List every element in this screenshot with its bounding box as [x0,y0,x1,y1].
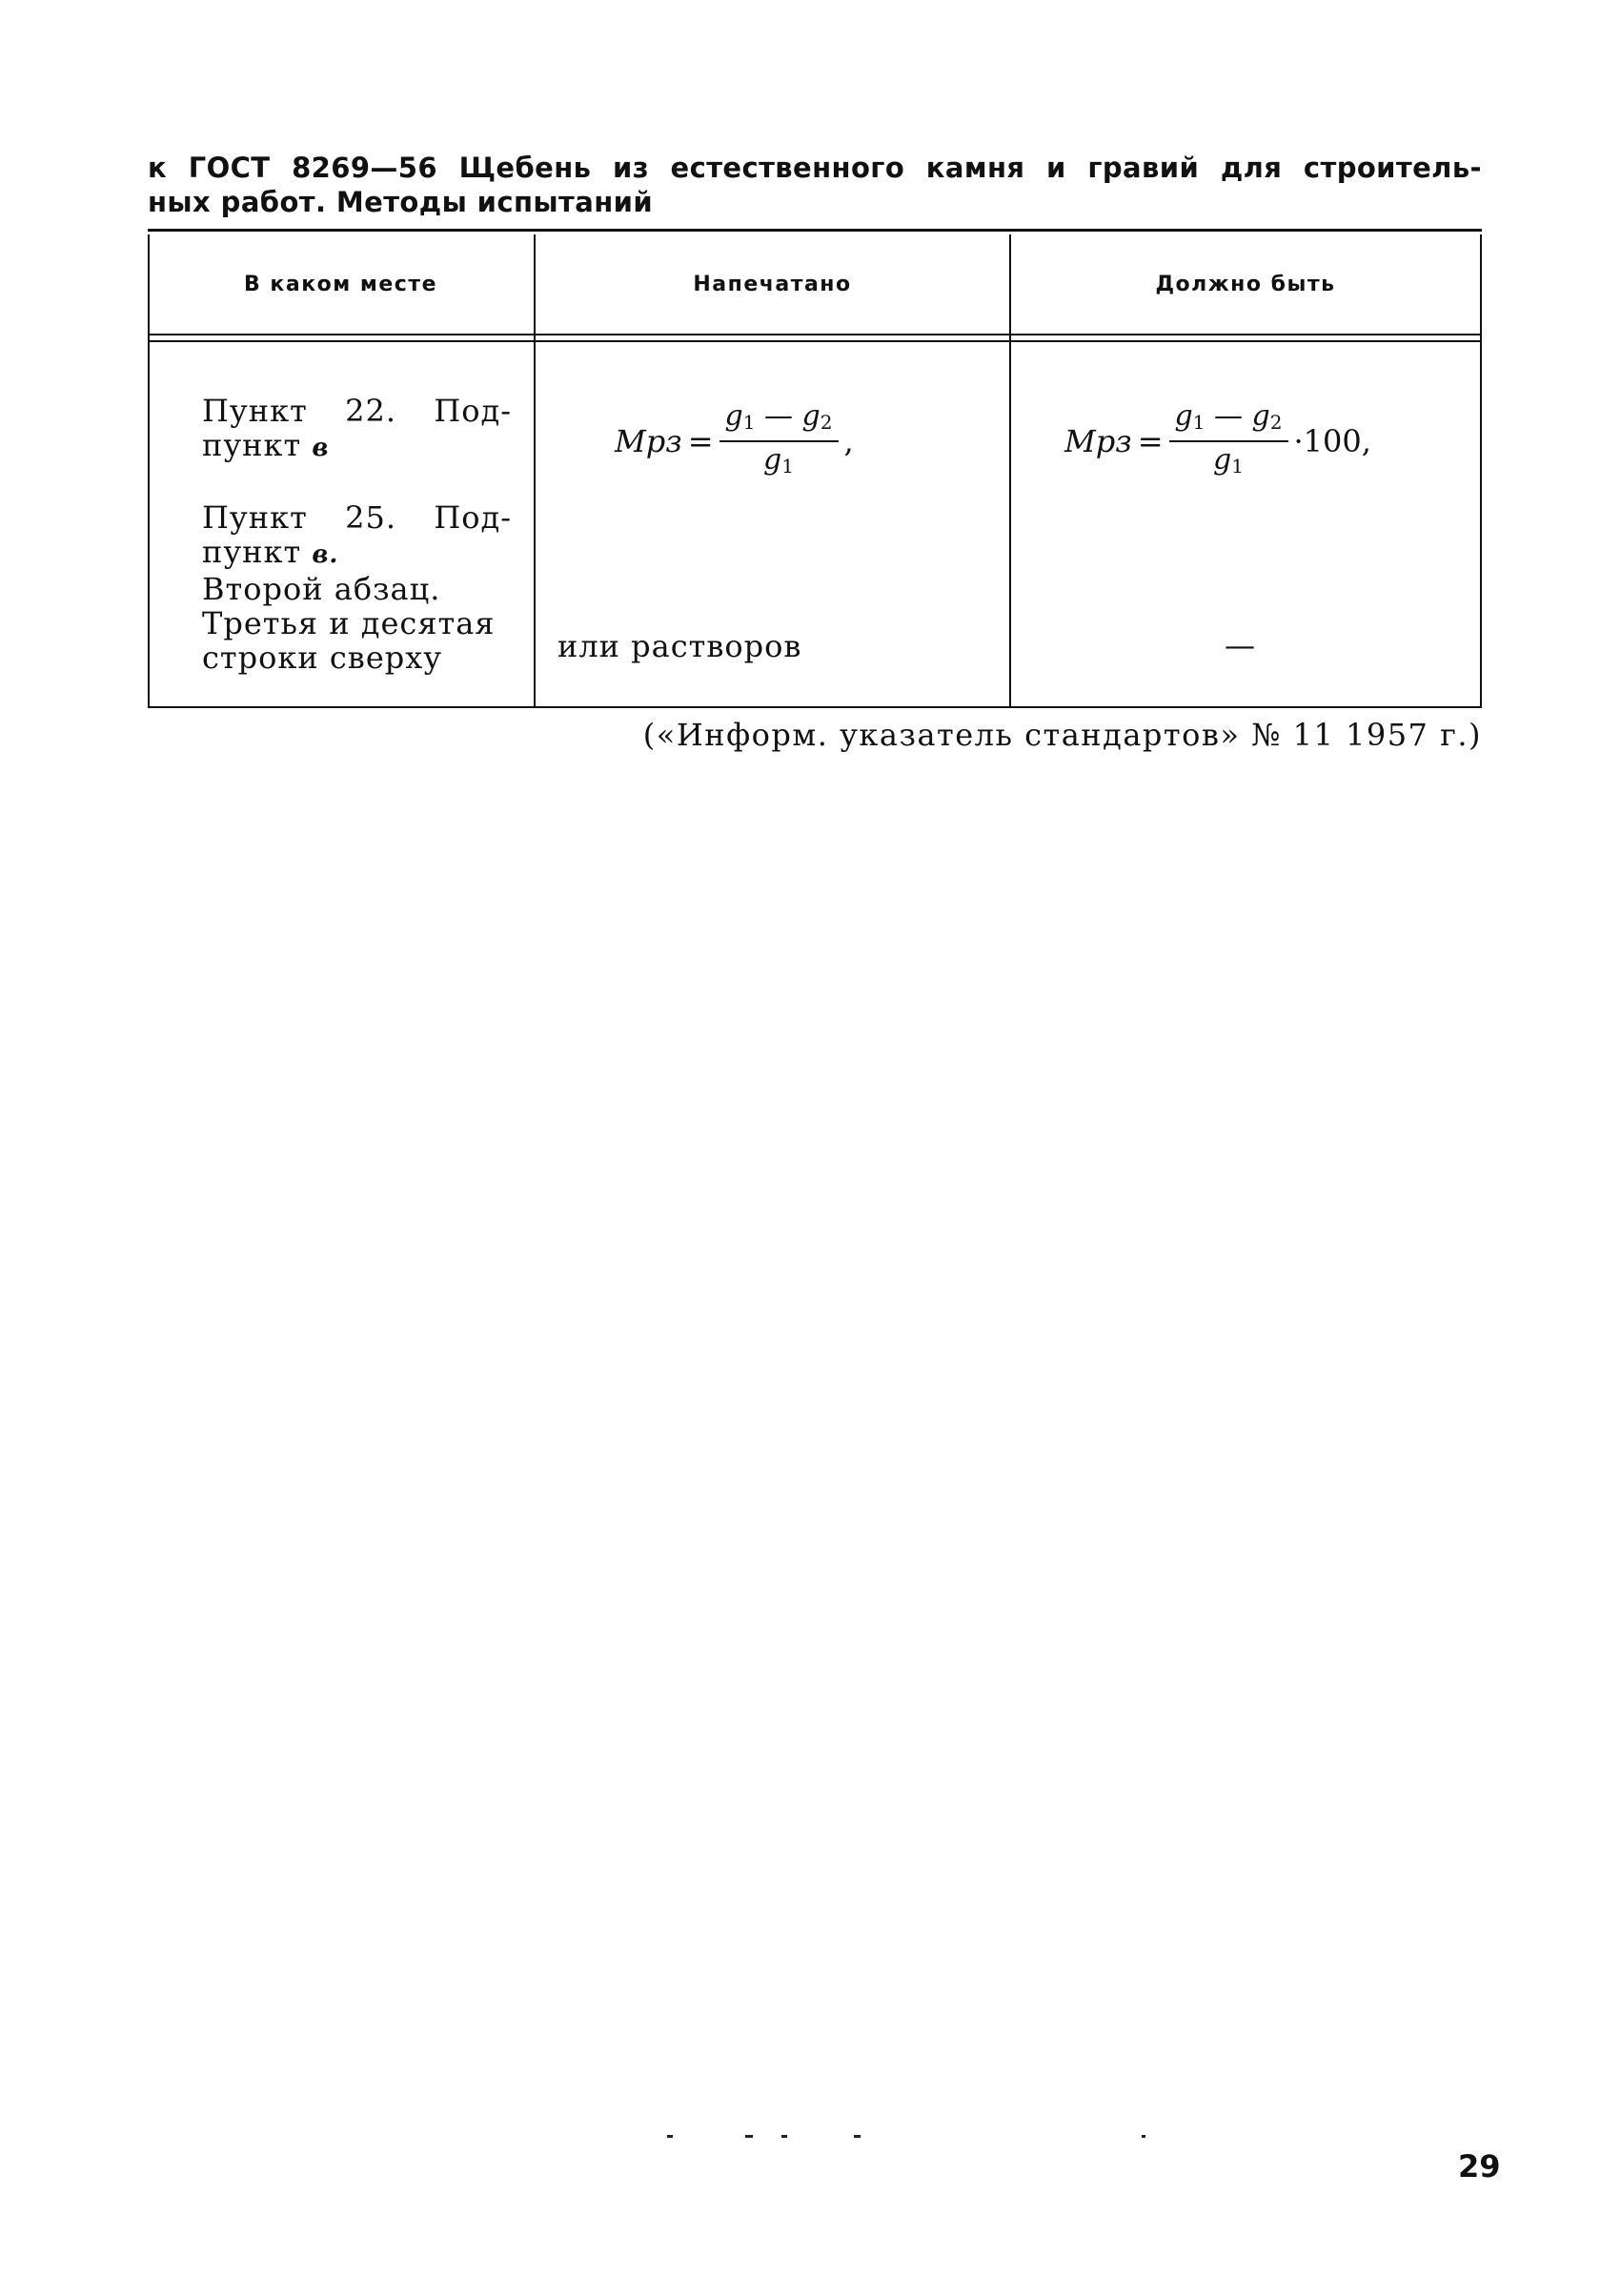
header-printed: Напечатано [693,272,852,296]
printed-item-25-text: или растворов [557,628,802,664]
heading-line-2: ных работ. Методы испытаний [148,186,654,218]
table-bottom-rule [148,706,1482,708]
correction-heading [148,151,1482,219]
correct-fraction: $\frac{g_1 — g_2}{g_1}$ [1169,398,1288,484]
header-location: В каком месте [243,272,437,296]
correct-item-25-dash: — [1225,627,1255,663]
location-item-25: Пункт 25. Под- пункт в. Второй абзац. Третья и десятая строки сверху [202,499,512,676]
correct-formula: Mрз = $\frac{g_1 — g_2}{g_1}$ ·100, [1064,398,1371,484]
location-item-22: Пункт 22. Под- пункт в [202,393,512,463]
printed-formula: Mрз = $\frac{g_1 — g_2}{g_1}$ , [615,398,854,484]
header-should-be: Должно быть [1155,272,1336,296]
heading-line-1: к ГОСТ 8269—56 Щебень из естественного камня и гравий для строитель- [148,152,1482,184]
source-note: («Информ. указатель стандартов» № 11 1957 г.) [642,717,1482,753]
print-specks [667,2135,1163,2143]
header-double-rule-lower [148,340,1482,342]
corrections-table [148,229,1482,708]
table-right-border [1480,234,1482,706]
page-number: 29 [1458,2148,1501,2184]
header-double-rule-upper [148,334,1482,335]
table-top-rule [148,229,1482,232]
printed-fraction: $\frac{g_1 — g_2}{g_1}$ [719,398,839,484]
